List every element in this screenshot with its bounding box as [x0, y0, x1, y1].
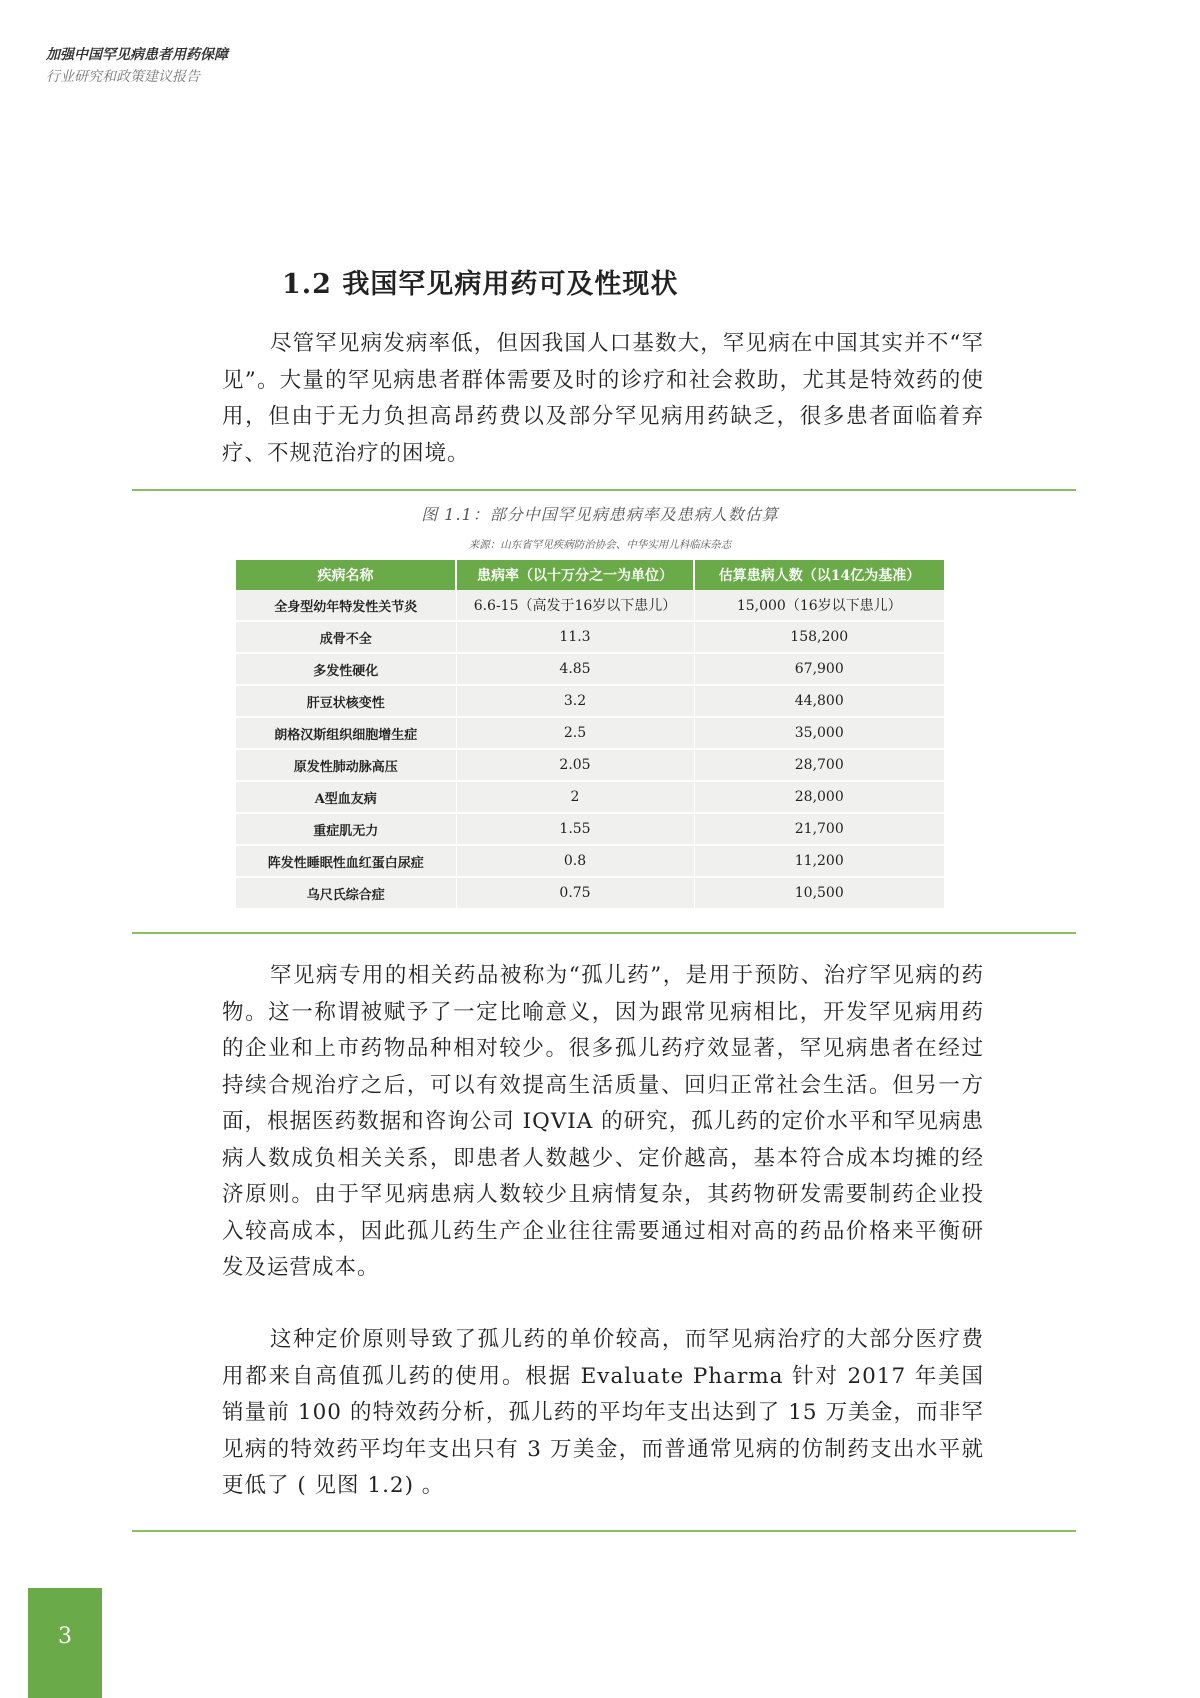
prevalence-table [236, 560, 944, 910]
prevalence-cell: 3.2 [456, 685, 694, 717]
patient-count-cell: 11,200 [694, 845, 944, 877]
table-row [236, 621, 944, 653]
disease-name-cell: 乌尺氏综合症 [236, 877, 456, 909]
figure-caption: 图 1.1：部分中国罕见病患病率及患病人数估算 [421, 505, 779, 524]
patient-count-cell: 35,000 [694, 717, 944, 749]
table-row [236, 685, 944, 717]
disease-name-cell: 成骨不全 [236, 621, 456, 653]
prevalence-cell: 0.8 [456, 845, 694, 877]
prevalence-cell: 2 [456, 781, 694, 813]
disease-name-cell: 全身型幼年特发性关节炎 [236, 590, 456, 621]
figure-source: 来源：山东省罕见疾病防治协会、中华实用儿科临床杂志 [468, 539, 732, 551]
patient-count-cell: 158,200 [694, 621, 944, 653]
table-row [236, 781, 944, 813]
patient-count-cell: 15,000（16岁以下患儿） [694, 590, 944, 621]
table-row [236, 813, 944, 845]
disease-name-cell: 重症肌无力 [236, 813, 456, 845]
page-number: 3 [58, 1624, 72, 1649]
disease-name-cell: 朗格汉斯组织细胞增生症 [236, 717, 456, 749]
table-row [236, 877, 944, 909]
prevalence-cell: 6.6-15（高发于16岁以下患儿） [456, 590, 694, 621]
table-row [236, 749, 944, 781]
prevalence-cell: 2.5 [456, 717, 694, 749]
divider-middle [132, 932, 1076, 934]
disease-name-cell: A型血友病 [236, 781, 456, 813]
prevalence-cell: 0.75 [456, 877, 694, 909]
body-paragraph-3: 这种定价原则导致了孤儿药的单价较高，而罕见病治疗的大部分医疗费用都来自高值孤儿药的使用。根据 Evaluate Pharma 针对 2017 年美国销量前 100 的特效药分析，孤儿药的平均年支出达到了 15 万美金，而非罕见病的特效药平均年支出只有 3 万美金，而普通常见病的仿制药支出水平就更低了 ( 见图 1.2) 。 [222, 1327, 984, 1498]
patient-count-cell: 44,800 [694, 685, 944, 717]
column-header: 患病率（以十万分之一为单位） [456, 560, 694, 590]
body-paragraph-2: 罕见病专用的相关药品被称为“孤儿药”，是用于预防、治疗罕见病的药物。这一称谓被赋予了一定比喻意义，因为跟常见病相比，开发罕见病用药的企业和上市药物品种相对较少。很多孤儿药疗效显著，罕见病患者在经过持续合规治疗之后，可以有效提高生活质量、回归正常社会生活。但另一方面，根据医药数据和咨询公司 IQVIA 的研究，孤儿药的定价水平和罕见病患病人数成负相关关系，即患者人数越少、定价越高，基本符合成本均摊的经济原则。由于罕见病患病人数较少且病情复杂，其药物研发需要制药企业投入较高成本，因此孤儿药生产企业往往需要通过相对高的药品价格来平衡研发及运营成本。 [222, 963, 984, 1280]
table-row [236, 717, 944, 749]
column-header: 估算患病人数（以14亿为基准） [694, 560, 944, 590]
patient-count-cell: 28,000 [694, 781, 944, 813]
prevalence-cell: 1.55 [456, 813, 694, 845]
report-subtitle: 行业研究和政策建议报告 [46, 69, 200, 85]
report-title: 加强中国罕见病患者用药保障 [46, 47, 228, 63]
disease-name-cell: 多发性硬化 [236, 653, 456, 685]
disease-name-cell: 阵发性睡眠性血红蛋白尿症 [236, 845, 456, 877]
table-row [236, 590, 944, 621]
table-header-row [236, 560, 944, 590]
disease-name-cell: 肝豆状核变性 [236, 685, 456, 717]
table-row [236, 653, 944, 685]
divider-bottom [132, 1530, 1076, 1532]
patient-count-cell: 10,500 [694, 877, 944, 909]
prevalence-cell: 4.85 [456, 653, 694, 685]
column-header: 疾病名称 [236, 560, 456, 590]
patient-count-cell: 21,700 [694, 813, 944, 845]
patient-count-cell: 67,900 [694, 653, 944, 685]
body-paragraph-1: 尽管罕见病发病率低，但因我国人口基数大，罕见病在中国其实并不“罕见”。大量的罕见病患者群体需要及时的诊疗和社会救助，尤其是特效药的使用，但由于无力负担高昂药费以及部分罕见病用药缺乏，很多患者面临着弃疗、不规范治疗的困境。 [222, 331, 984, 466]
table-row [236, 845, 944, 877]
divider-top [132, 489, 1076, 491]
patient-count-cell: 28,700 [694, 749, 944, 781]
disease-name-cell: 原发性肺动脉高压 [236, 749, 456, 781]
section-heading: 1.2 我国罕见病用药可及性现状 [282, 269, 679, 300]
prevalence-cell: 2.05 [456, 749, 694, 781]
page-number-tab [28, 1588, 102, 1698]
prevalence-cell: 11.3 [456, 621, 694, 653]
